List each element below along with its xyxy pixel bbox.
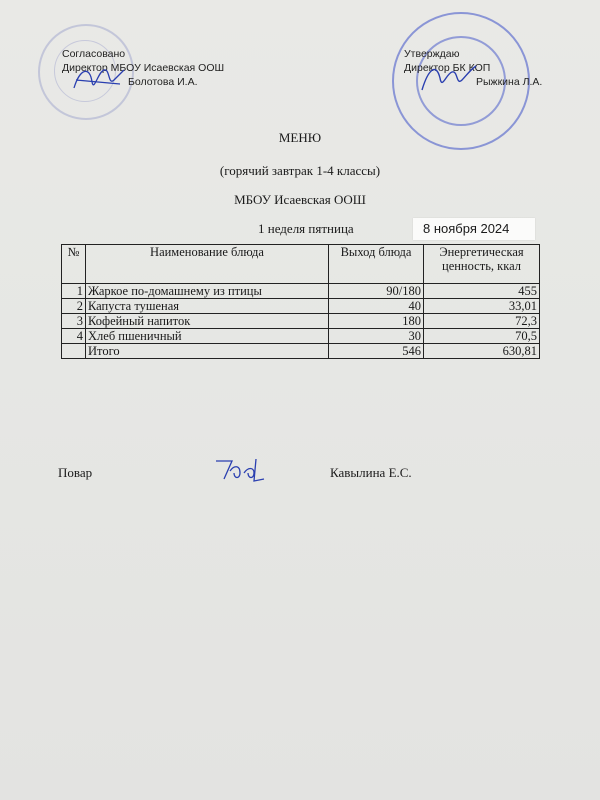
table-row bbox=[62, 329, 540, 344]
date-label: 8 ноября 2024 bbox=[413, 218, 535, 240]
row-energy: 455 bbox=[424, 284, 540, 299]
approval-left-line1: Согласовано bbox=[62, 48, 126, 60]
table-row bbox=[62, 299, 540, 314]
row-name: Капуста тушеная bbox=[86, 299, 329, 314]
total-label: Итого bbox=[86, 344, 329, 359]
total-output: 546 bbox=[329, 344, 424, 359]
row-num: 3 bbox=[62, 314, 86, 329]
row-output: 180 bbox=[329, 314, 424, 329]
row-name: Хлеб пшеничный bbox=[86, 329, 329, 344]
table-row bbox=[62, 314, 540, 329]
row-num: 1 bbox=[62, 284, 86, 299]
table-header-row bbox=[62, 245, 540, 284]
row-energy: 72,3 bbox=[424, 314, 540, 329]
approval-left-line2: Директор МБОУ Исаевская ООШ bbox=[62, 62, 225, 74]
menu-subtitle: (горячий завтрак 1-4 классы) bbox=[219, 163, 381, 178]
cook-label: Повар bbox=[58, 465, 93, 480]
row-output: 90/180 bbox=[329, 284, 424, 299]
table-total-row bbox=[62, 344, 540, 359]
header-output: Выход блюда bbox=[329, 245, 424, 284]
row-name: Жаркое по-домашнему из птицы bbox=[86, 284, 329, 299]
header-num: № bbox=[62, 245, 86, 284]
total-num-empty bbox=[62, 344, 86, 359]
row-output: 30 bbox=[329, 329, 424, 344]
menu-table bbox=[61, 244, 540, 359]
header-name: Наименование блюда bbox=[86, 245, 329, 284]
row-num: 2 bbox=[62, 299, 86, 314]
date-line bbox=[0, 218, 600, 240]
row-num: 4 bbox=[62, 329, 86, 344]
row-energy: 33,01 bbox=[424, 299, 540, 314]
cook-name: Кавылина Е.С. bbox=[330, 465, 412, 480]
school-name: МБОУ Исаевская ООШ bbox=[234, 192, 366, 207]
week-day-label: 1 неделя пятница bbox=[258, 221, 354, 236]
director-signature-left bbox=[68, 58, 128, 98]
approval-right-name: Рыжкина Л.А. bbox=[476, 76, 543, 88]
approval-right-line1: Утверждаю bbox=[404, 48, 460, 60]
total-energy: 630,81 bbox=[424, 344, 540, 359]
director-signature-right bbox=[418, 56, 478, 100]
table-row bbox=[62, 284, 540, 299]
header-energy: Энергетическая ценность, ккал bbox=[424, 245, 540, 284]
approval-left-name: Болотова И.А. bbox=[128, 76, 198, 88]
row-output: 40 bbox=[329, 299, 424, 314]
row-energy: 70,5 bbox=[424, 329, 540, 344]
menu-title: МЕНЮ bbox=[278, 130, 322, 145]
row-name: Кофейный напиток bbox=[86, 314, 329, 329]
cook-signature bbox=[210, 453, 266, 487]
approval-right-line2: Директор БК КОП bbox=[404, 62, 491, 74]
